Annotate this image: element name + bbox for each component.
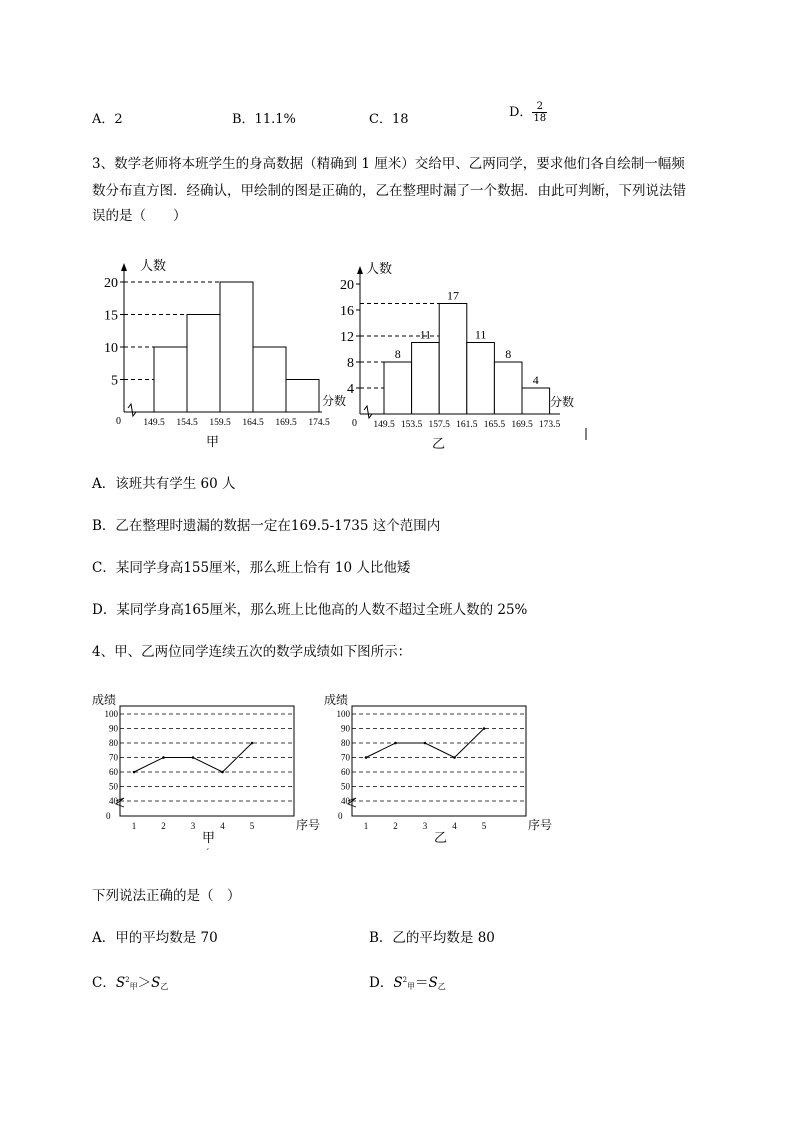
y-tick-label: 12 <box>340 330 354 345</box>
x-tick-label: 4 <box>452 821 457 831</box>
histogram-bar <box>467 343 495 415</box>
q3-line-2: 数分布直方图．经确认，甲绘制的图是正确的，乙在整理时漏了一个数据．由此可判断，下列说法错 <box>92 183 686 199</box>
x-tick-label: 165.5 <box>483 420 506 430</box>
q3-option-a: A．该班共有学生 60 人 <box>92 476 236 492</box>
y-tick-label: 50 <box>109 781 118 792</box>
x-tick-label: 1 <box>131 821 137 831</box>
y-tick-label: 100 <box>336 709 350 719</box>
x-tick-label: 154.5 <box>176 418 198 428</box>
histogram-bar <box>154 347 187 412</box>
x-tick-label: 5 <box>481 821 487 831</box>
q2-option-d-fraction <box>532 101 547 124</box>
bar-value-label: 8 <box>394 347 401 361</box>
histogram-bar <box>439 304 467 415</box>
superscript: 2 <box>125 976 130 984</box>
histogram-bar <box>187 315 220 413</box>
data-point <box>365 756 368 759</box>
comparison-operator: ＝ <box>415 975 429 991</box>
x-axis-label: 序号 <box>296 818 321 832</box>
y-tick-label: 100 <box>104 709 118 719</box>
chart-title: 甲 <box>206 434 220 449</box>
data-point <box>394 742 397 745</box>
x-tick-label: 153.5 <box>400 420 423 430</box>
y-tick-label: 70 <box>341 752 350 763</box>
q3-line-1: 3、数学老师将本班学生的身高数据（精确到 1 厘米）交给甲、乙两同学，要求他们各自绘制一幅频 <box>92 156 685 172</box>
x-tick-label: 5 <box>249 821 255 831</box>
q3-option-d: D．某同学身高165厘米，那么班上比他高的人数不超过全班人数的 25% <box>92 602 528 618</box>
histogram-bar <box>253 347 286 412</box>
y-tick-label: 40 <box>341 796 350 806</box>
axis-break <box>128 404 136 416</box>
q4-option-d <box>369 968 446 999</box>
q4-option-a: A．甲的平均数是 70 <box>92 930 218 946</box>
plot-frame <box>120 706 294 816</box>
x-tick-label: 159.5 <box>209 418 231 428</box>
histogram-jia <box>104 258 346 449</box>
histogram-yi <box>340 261 586 451</box>
histogram-bar <box>522 388 550 414</box>
data-point <box>424 742 427 745</box>
fraction-numerator: 2 <box>532 101 547 113</box>
q4-line-1: 4、甲、乙两位同学连续五次的数学成绩如下图所示： <box>92 644 412 660</box>
q4-option-b: B．乙的平均数是 80 <box>369 930 495 946</box>
data-point <box>133 771 136 774</box>
x-tick-label: 161.5 <box>456 420 478 430</box>
x-tick-label: 149.5 <box>373 420 395 430</box>
x-tick-label: 173.5 <box>538 420 561 430</box>
x-tick-label: 2 <box>161 821 166 831</box>
x-tick-label: 164.5 <box>242 418 264 428</box>
histogram-bar <box>384 362 412 414</box>
y-tick-label: 80 <box>341 738 350 748</box>
stray-mark: ˊ <box>206 848 210 859</box>
origin-label: 0 <box>116 416 121 427</box>
x-tick-label: 169.5 <box>275 418 297 428</box>
y-axis-label: 成绩 <box>324 693 349 707</box>
option-prefix: D． <box>369 975 394 991</box>
histogram-yi-marks <box>340 278 561 430</box>
origin-label: 0 <box>352 418 357 429</box>
x-tick-label: 149.5 <box>143 418 165 428</box>
q4-line-charts <box>86 688 566 858</box>
subscript: 甲 <box>129 982 138 991</box>
superscript: 2 <box>402 976 408 984</box>
q4-option-c <box>92 968 168 999</box>
subscript: 乙 <box>437 982 446 991</box>
y-tick-label: 70 <box>109 752 118 763</box>
fraction-denominator: 18 <box>533 113 547 124</box>
data-point <box>251 742 254 745</box>
x-axis-label: 分数 <box>322 394 347 408</box>
y-tick-label: 8 <box>347 356 354 371</box>
comparison-operator: ＞ <box>137 975 152 991</box>
x-axis-label: 分数 <box>550 395 575 409</box>
data-point <box>162 756 165 759</box>
line-chart-jia-marks <box>105 709 295 831</box>
y-tick-label: 5 <box>111 373 118 389</box>
y-axis-label: 人数 <box>140 258 167 273</box>
variance-symbol: S <box>151 975 161 991</box>
zero-label: 0 <box>338 811 343 821</box>
line-chart-yi <box>324 692 552 845</box>
variance-symbol: S <box>428 975 438 991</box>
x-tick-label: 3 <box>422 821 428 831</box>
y-tick-label: 90 <box>341 723 350 734</box>
y-axis-arrow <box>121 263 127 271</box>
y-tick-label: 60 <box>341 767 350 777</box>
q3-option-b: B．乙在整理时遗漏的数据一定在169.5-1735 这个范围内 <box>92 518 441 534</box>
histogram-bar <box>286 380 319 413</box>
variance-symbol: S <box>115 975 126 991</box>
q2-option-d-prefix: D． <box>509 105 533 120</box>
x-tick-label: 3 <box>190 821 196 831</box>
x-tick-label: 174.5 <box>308 418 330 428</box>
option-prefix: C． <box>92 975 116 991</box>
x-axis-label: 序号 <box>528 818 553 832</box>
bar-value-label: 8 <box>505 347 512 361</box>
variance-symbol: S <box>393 975 403 991</box>
q3-line-3: 误的是（ ） <box>92 208 187 224</box>
bar-value-label: 11 <box>474 327 487 342</box>
line-chart-jia <box>92 692 320 859</box>
y-tick-label: 50 <box>341 781 350 792</box>
y-tick-label: 4 <box>347 382 354 397</box>
y-axis-arrow <box>357 266 363 274</box>
bar-value-label: 4 <box>532 373 539 387</box>
y-axis-label: 人数 <box>366 261 393 276</box>
x-tick-label: 157.5 <box>428 420 450 430</box>
y-tick-label: 90 <box>109 723 118 734</box>
zero-label: 0 <box>106 811 111 821</box>
y-tick-label: 15 <box>104 308 118 324</box>
data-point <box>453 756 456 759</box>
q2-option-c: C．18 <box>369 112 409 127</box>
y-tick-label: 20 <box>340 278 354 293</box>
q2-option-a: A．2 <box>92 112 123 127</box>
data-point <box>192 756 195 759</box>
q3-option-c: C．某同学身高155厘米，那么班上恰有 10 人比他矮 <box>92 560 411 576</box>
subscript: 乙 <box>160 982 169 991</box>
q2-option-b: B．11.1% <box>232 112 296 127</box>
histogram-bar <box>494 362 522 414</box>
y-tick-label: 40 <box>109 796 118 806</box>
histogram-bar <box>220 282 253 412</box>
y-tick-label: 10 <box>104 341 118 356</box>
q3-histograms <box>104 252 598 452</box>
y-tick-label: 60 <box>109 767 118 777</box>
histogram-bar <box>412 343 440 415</box>
data-point <box>483 727 486 730</box>
bar-value-label: 11 <box>419 327 432 342</box>
x-tick-label: 1 <box>363 821 369 831</box>
chart-title: 乙 <box>432 436 446 451</box>
x-tick-label: 4 <box>220 821 225 831</box>
y-tick-label: 20 <box>104 276 118 291</box>
y-tick-label: 16 <box>340 304 354 319</box>
x-tick-label: 2 <box>393 821 398 831</box>
plot-frame <box>352 706 526 816</box>
data-point <box>221 771 224 774</box>
histogram-jia-marks <box>104 276 330 428</box>
line-chart-yi-marks <box>337 709 527 831</box>
axis-break <box>364 406 372 418</box>
y-axis-label: 成绩 <box>92 693 117 707</box>
y-tick-label: 80 <box>109 738 118 748</box>
x-tick-label: 169.5 <box>511 420 533 430</box>
q4-question: 下列说法正确的是（ ） <box>92 888 241 904</box>
chart-title: 甲 <box>202 830 216 845</box>
subscript: 甲 <box>407 982 416 991</box>
q2-option-d <box>509 101 547 124</box>
chart-title: 乙 <box>434 830 448 845</box>
bar-value-label: 17 <box>447 288 459 303</box>
